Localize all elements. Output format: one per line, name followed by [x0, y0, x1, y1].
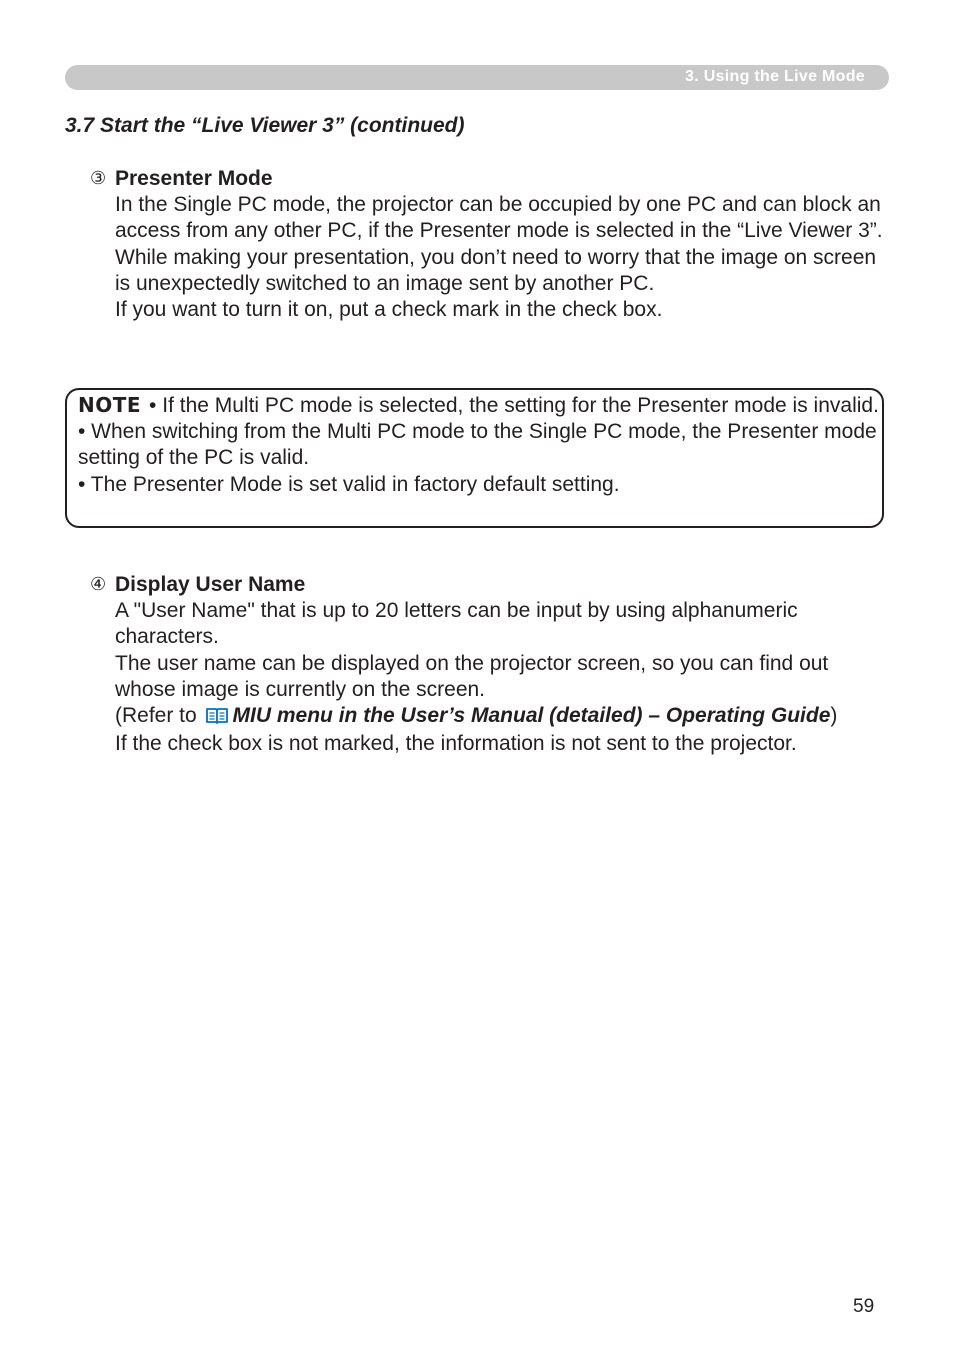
note-item: • If the Multi PC mode is selected, the setting for the Presenter mode is invalid.: [149, 394, 879, 417]
display-user-name-title: Display User Name: [115, 573, 306, 596]
note-item: • When switching from the Multi PC mode to the Single PC mode, the Presenter mode setting of the PC is valid.: [78, 420, 877, 470]
paragraph: While making your presentation, you don’t need to worry that the image on screen is unexpectedly switched to an image sent by another PC.: [115, 245, 877, 295]
note-line: [78, 392, 882, 419]
paragraph: If the check box is not marked, the information is not sent to the projector.: [115, 732, 797, 756]
reference-link[interactable]: MIU menu in the User’s Manual (detailed) – Operating Guide: [232, 704, 831, 727]
presenter-mode-title: Presenter Mode: [115, 167, 273, 190]
reference-line: [115, 703, 890, 731]
item-number: ④: [90, 574, 107, 595]
note-box: [65, 388, 884, 528]
note-item: • The Presenter Mode is set valid in factory default setting.: [78, 472, 620, 496]
paragraph: The user name can be displayed on the projector screen, so you can find out whose image is currently on the screen.: [115, 651, 829, 701]
book-icon: [205, 705, 229, 731]
chapter-title: 3. Using the Live Mode: [685, 68, 865, 85]
ref-prefix: (Refer to: [115, 704, 197, 727]
display-user-name-section: [90, 572, 890, 757]
item-number: ③: [90, 168, 107, 189]
presenter-mode-section: [90, 166, 890, 323]
ref-suffix: ): [830, 704, 838, 727]
section-title: 3.7 Start the “Live Viewer 3” (continued): [65, 114, 465, 137]
paragraph: If you want to turn it on, put a check mark in the check box.: [115, 298, 663, 321]
page-number: 59: [853, 1296, 875, 1317]
chapter-header-bar: [65, 65, 889, 90]
paragraph: In the Single PC mode, the projector can be occupied by one PC and can block an access from any other PC, if the Presenter mode is selected in the “Live Viewer 3”.: [115, 193, 883, 243]
paragraph: A "User Name" that is up to 20 letters can be input by using alphanumeric characters.: [115, 599, 798, 649]
note-label: NOTE: [78, 393, 142, 417]
